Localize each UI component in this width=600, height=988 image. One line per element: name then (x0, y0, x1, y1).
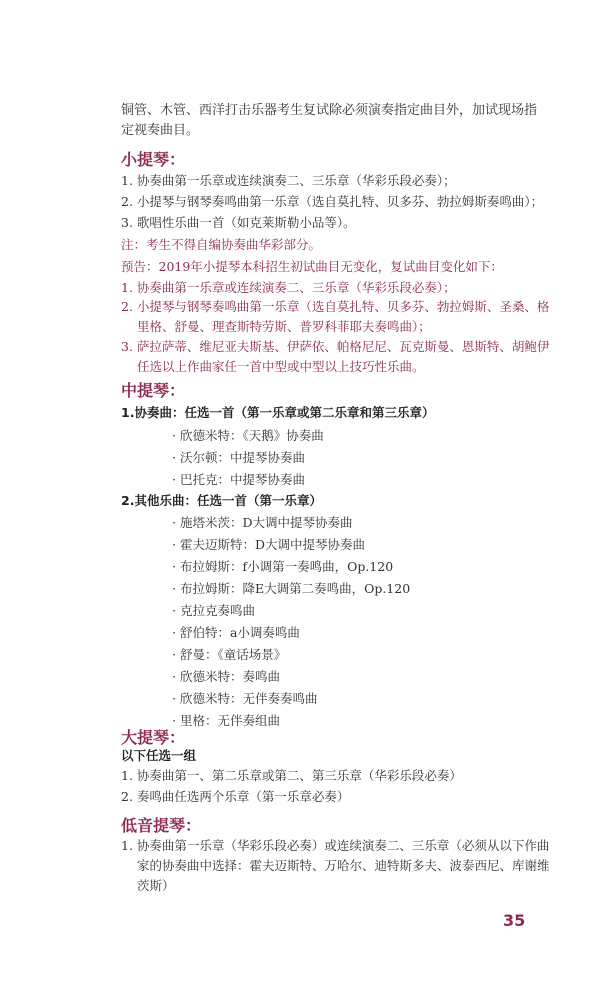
intro-paragraph: 铜管、木管、西洋打击乐器考生复试除必须演奏指定曲目外，加试现场指定视奏曲目。 (121, 103, 538, 138)
viola-group2-item-4: · 布拉姆斯：降E大调第二奏鸣曲，Op.120 (172, 581, 411, 596)
viola-group1-title: 1.协奏曲：任选一首（第一乐章或第二乐章和第三乐章） (121, 405, 435, 420)
heading-double-bass: 低音提琴： (121, 816, 202, 835)
page-number: 35 (503, 911, 526, 930)
viola-group2-item-1: · 施塔米茨：D大调中提琴协奏曲 (172, 515, 353, 530)
viola-group2-item-2: · 霍夫迈斯特：D大调中提琴协奏曲 (172, 537, 365, 552)
violin-item-3: 3. 歌唱性乐曲一首（如克莱斯勒小品等）。 (121, 215, 356, 230)
cello-sub: 以下任选一组 (121, 748, 197, 763)
heading-cello: 大提琴： (121, 728, 186, 747)
heading-viola: 中提琴： (121, 381, 186, 400)
viola-group1-item-1: · 欣德米特：《天鹅》协奏曲 (172, 428, 324, 443)
violin-item-2: 2. 小提琴与钢琴奏鸣曲第一乐章（选自莫扎特、贝多芬、勃拉姆斯奏鸣曲）； (121, 194, 544, 209)
heading-violin: 小提琴： (121, 150, 186, 169)
preview-item-1: 1. 协奏曲第一乐章或连续演奏二、三乐章（华彩乐段必奏）； (121, 280, 456, 295)
viola-group2-item-10: · 里格：无伴奏组曲 (172, 713, 280, 728)
viola-group2-item-8: · 欣德米特：奏鸣曲 (172, 669, 280, 684)
viola-group2-item-5: · 克拉克奏鸣曲 (172, 603, 255, 618)
viola-group2-item-7: · 舒曼：《童话场景》 (172, 647, 287, 662)
violin-preview: 预告：2019年小提琴本科招生初试曲目无变化，复试曲目变化如下： (121, 259, 503, 274)
viola-group2-item-9: · 欣德米特：无伴奏奏鸣曲 (172, 691, 318, 706)
viola-group2-item-3: · 布拉姆斯：f小调第一奏鸣曲，Op.120 (172, 559, 394, 574)
cello-item-1: 1. 协奏曲第一、第二乐章或第二、第三乐章（华彩乐段必奏） (121, 768, 462, 783)
preview-item-2: 2. 小提琴与钢琴奏鸣曲第一乐章（选自莫扎特、贝多芬、勃拉姆斯、圣桑、格里格、舒曼、理查斯特劳斯、普罗科菲耶夫奏鸣曲）； (121, 299, 550, 334)
viola-group2-item-6: · 舒伯特：a小调奏鸣曲 (172, 625, 300, 640)
viola-group2-title: 2.其他乐曲：任选一首（第一乐章） (121, 493, 322, 508)
bass-item-1: 1. 协奏曲第一乐章（华彩乐段必奏）或连续演奏二、三乐章（必须从以下作曲家的协奏曲中选择：霍夫迈斯特、万哈尔、迪特斯多夫、波泰西尼、库谢维茨斯） (121, 838, 550, 893)
violin-item-1: 1. 协奏曲第一乐章或连续演奏二、三乐章（华彩乐段必奏）； (121, 173, 456, 188)
violin-note: 注：考生不得自编协奏曲华彩部分。 (121, 237, 322, 252)
viola-group1-item-3: · 巴托克：中提琴协奏曲 (172, 472, 305, 487)
preview-item-3: 3. 萨拉萨蒂、维尼亚夫斯基、伊萨依、帕格尼尼、瓦克斯曼、恩斯特、胡鲍伊任选以上作曲家任一首中型或中型以上技巧性乐曲。 (121, 339, 550, 374)
viola-group1-item-2: · 沃尔顿：中提琴协奏曲 (172, 450, 305, 465)
cello-item-2: 2. 奏鸣曲任选两个乐章（第一乐章必奏） (121, 789, 350, 804)
